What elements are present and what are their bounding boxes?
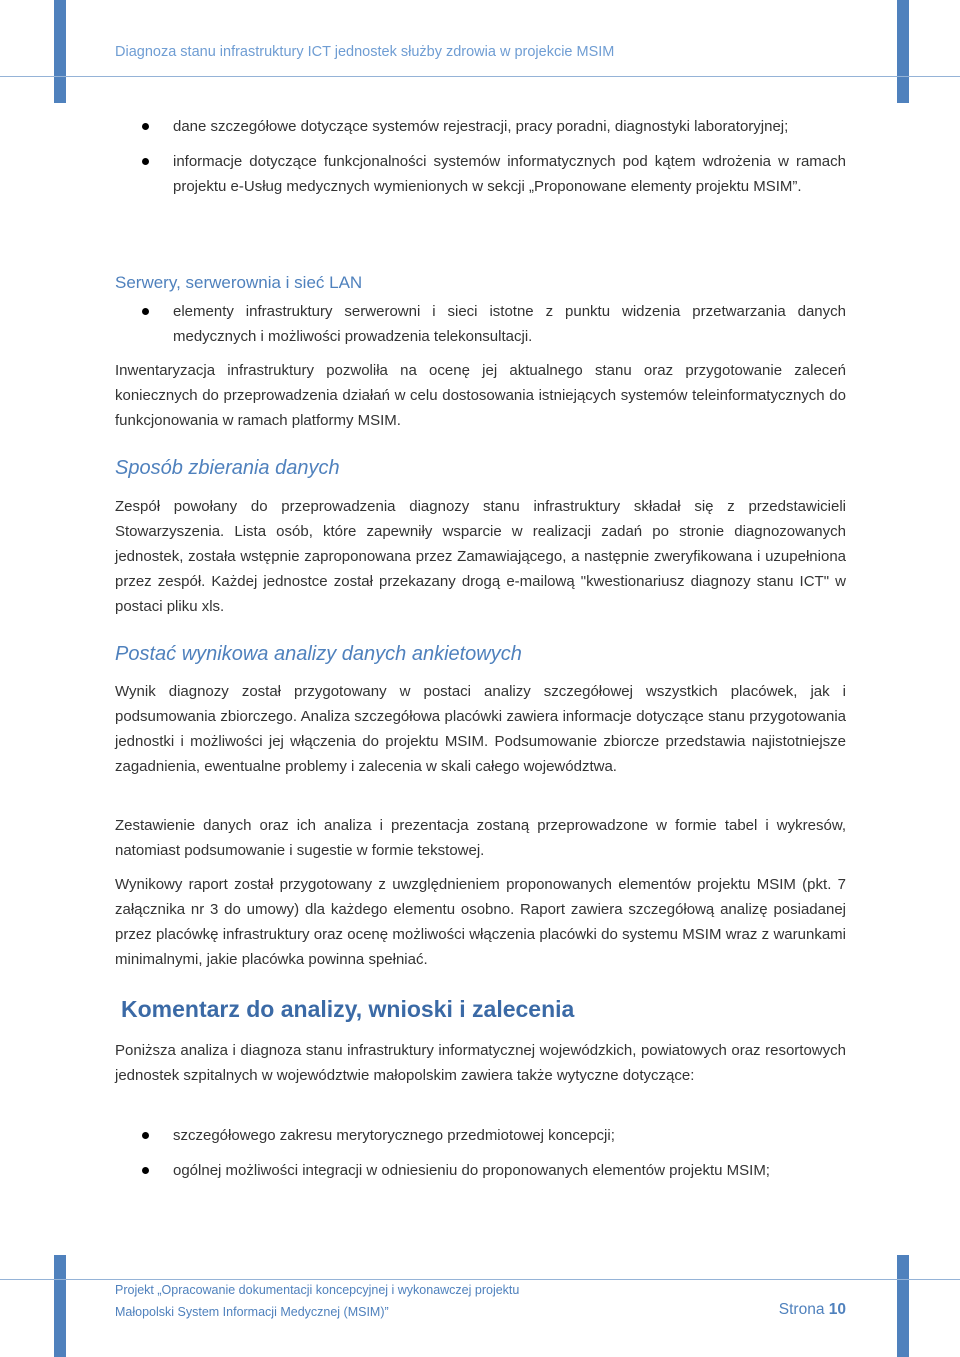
result-paragraph-1: Wynik diagnozy został przygotowany w postaci analizy szczegółowej wszystkich placówek, jak i podsumowania zbiorczego. Analiza szczegółowa placówki zawiera informacje dotyczące stanu przygotowania jednostki i możliwości jej włączenia do projektu MSIM. Podsumowanie zbiorcze przedstawia najistotniejsze zagadnienia, ewentualne problemy i zalecenia w skali całego województwa. <box>115 683 846 775</box>
header-rule <box>0 76 960 77</box>
page-number <box>779 1301 846 1319</box>
footer-left-bar <box>54 1255 66 1357</box>
bullet-icon <box>142 1167 149 1174</box>
list-item: ogólnej możliwości integracji w odniesieniu do proponowanych elementów projektu MSIM; <box>115 1158 846 1183</box>
header-left-bar <box>54 0 66 103</box>
running-header: Diagnoza stanu infrastruktury ICT jednostek służby zdrowia w projekcie MSIM <box>115 44 615 60</box>
list-item: informacje dotyczące funkcjonalności systemów informatycznych pod kątem wdrożenia w ramach projektu e-Usług medycznych wymienionych w sekcji „Proponowane elementy projektu MSIM”. <box>115 149 846 199</box>
footer-rule <box>0 1279 960 1280</box>
bullet-icon <box>142 1132 149 1139</box>
page-number-value: 10 <box>828 1301 846 1318</box>
footer-project-line-1: Projekt „Opracowanie dokumentacji koncepcyjnej i wykonawczej projektu <box>115 1283 520 1297</box>
list-item: dane szczegółowe dotyczące systemów rejestracji, pracy poradni, diagnostyki laboratoryjnej; <box>115 114 846 139</box>
footer-project-line-2: Małopolski System Informacji Medycznej (MSIM)” <box>115 1305 389 1319</box>
section-heading-method: Sposób zbierania danych <box>115 457 340 479</box>
header-right-bar <box>897 0 909 103</box>
section-heading-comment: Komentarz do analizy, wnioski i zalecenia <box>121 996 575 1022</box>
list-item: szczegółowego zakresu merytorycznego przedmiotowej koncepcji; <box>115 1123 846 1148</box>
section-heading-servers: Serwery, serwerownia i sieć LAN <box>115 273 363 292</box>
bullet-icon <box>142 158 149 165</box>
servers-paragraph: Inwentaryzacja infrastruktury pozwoliła na ocenę jej aktualnego stanu oraz przygotowanie zaleceń koniecznych do przeprowadzenia działań w celu dostosowania istniejących systemów teleinformatycznych do funkcjonowania w ramach platformy MSIM. <box>115 362 846 429</box>
comment-paragraph: Poniższa analiza i diagnoza stanu infrastruktury informatycznej wojewódzkich, powiatowych oraz resortowych jednostek szpitalnych w województwie małopolskim zawiera także wytyczne dotyczące: <box>115 1042 846 1084</box>
result-paragraph-3: Wynikowy raport został przygotowany z uwzględnieniem proponowanych elementów projektu MSIM (pkt. 7 załącznika nr 3 do umowy) dla każdego elementu osobno. Raport zawiera szczegółową analizę posiadanej przez placówkę infrastruktury oraz ocenę możliwości włączenia placówki do systemu MSIM wraz z warunkami minimalnymi, jakie placówka powinna spełniać. <box>115 876 846 968</box>
footer-right-bar <box>897 1255 909 1357</box>
comment-list <box>115 1123 846 1183</box>
section-heading-result: Postać wynikowa analizy danych ankietowych <box>115 643 522 665</box>
list-item: elementy infrastruktury serwerowni i sieci istotne z punktu widzenia przetwarzania danych medycznych i możliwości prowadzenia telekonsultacji. <box>115 299 846 349</box>
data-scope-list <box>115 114 846 199</box>
result-paragraph-2: Zestawienie danych oraz ich analiza i prezentacja zostaną przeprowadzone w formie tabel i wykresów, natomiast podsumowanie i sugestie w formie tekstowej. <box>115 817 846 859</box>
servers-list <box>115 299 846 349</box>
page-label: Strona <box>778 1301 825 1318</box>
bullet-icon <box>142 308 149 315</box>
method-paragraph: Zespół powołany do przeprowadzenia diagnozy stanu infrastruktury składał się z przedstawicieli Stowarzyszenia. Lista osób, które zapewniły wsparcie w realizacji zadań po stronie diagnozowanych jednostek, została wstępnie zaproponowana przez Zamawiającego, a następnie zweryfikowana i uzupełniona przez zespół. Każdej jednostce został przekazany drogą e-mailową "kwestionariusz diagnozy stanu ICT" w postaci pliku xls. <box>115 498 846 615</box>
bullet-icon <box>142 123 149 130</box>
